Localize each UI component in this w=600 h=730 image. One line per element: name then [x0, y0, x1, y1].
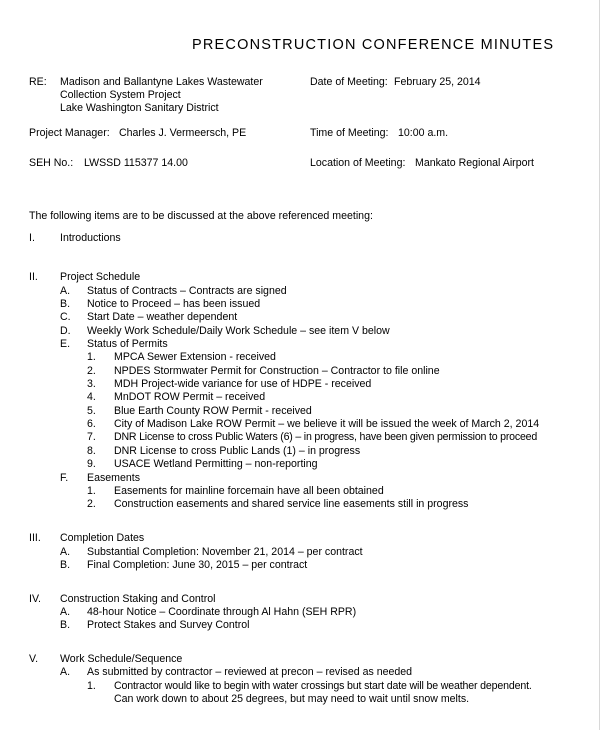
section-number: III.	[29, 532, 41, 544]
section-number: I.	[29, 232, 35, 244]
item-letter: B.	[60, 298, 71, 310]
subitem-continuation: Can work down to about 25 degrees, but may need to wait until snow melts.	[114, 693, 470, 705]
subitem-text: Construction easements and shared service line easements still in progress	[114, 498, 469, 510]
section-title: Construction Staking and Control	[60, 593, 216, 605]
section-number: II.	[29, 271, 38, 283]
intro-text: The following items are to be discussed at the above referenced meeting:	[29, 210, 373, 222]
item-letter: E.	[60, 338, 71, 350]
re-line-3: Lake Washington Sanitary District	[60, 102, 219, 114]
item-letter: A.	[60, 666, 71, 678]
subitem-text: Contractor would like to begin with water crossings but start date will be weather dependent.	[114, 680, 532, 692]
subitem-text: Easements for mainline forcemain have all been obtained	[114, 485, 384, 497]
subitem-number: 1.	[87, 485, 96, 497]
section-number: IV.	[29, 593, 41, 605]
item-text: Final Completion: June 30, 2015 – per contract	[87, 559, 308, 571]
pm-label: Project Manager:	[29, 127, 110, 139]
subitem-text: MDH Project-wide variance for use of HDPE - received	[114, 378, 372, 390]
time-label: Time of Meeting:	[310, 127, 389, 139]
item-letter: A.	[60, 606, 71, 618]
subitem-number: 2.	[87, 365, 96, 377]
item-text: 48-hour Notice – Coordinate through Al Hahn (SEH RPR)	[87, 606, 357, 618]
section-title: Introductions	[60, 232, 121, 244]
item-text: Start Date – weather dependent	[87, 311, 238, 323]
item-letter: D.	[60, 325, 71, 337]
item-text: Status of Contracts – Contracts are signed	[87, 285, 287, 297]
item-text: Weekly Work Schedule/Daily Work Schedule – see item V below	[87, 325, 390, 337]
time-value: 10:00 a.m.	[398, 127, 449, 139]
subitem-number: 9.	[87, 458, 96, 470]
item-text: Status of Permits	[87, 338, 168, 350]
section-title: Work Schedule/Sequence	[60, 653, 183, 665]
seh-label: SEH No.:	[29, 157, 74, 169]
subitem-number: 8.	[87, 445, 96, 457]
date-value: February 25, 2014	[394, 76, 481, 88]
pm-value: Charles J. Vermeersch, PE	[119, 127, 247, 139]
subitem-number: 3.	[87, 378, 96, 390]
subitem-text: DNR License to cross Public Lands (1) – in progress	[114, 445, 361, 457]
subitem-number: 2.	[87, 498, 96, 510]
re-line-1: Madison and Ballantyne Lakes Wastewater	[60, 76, 263, 88]
subitem-text: USACE Wetland Permitting – non-reporting	[114, 458, 318, 470]
subitem-text: NPDES Stormwater Permit for Construction – Contractor to file online	[114, 365, 440, 377]
item-letter: A.	[60, 285, 71, 297]
subitem-text: Blue Earth County ROW Permit - received	[114, 405, 312, 417]
item-text: Protect Stakes and Survey Control	[87, 619, 250, 631]
item-text: Notice to Proceed – has been issued	[87, 298, 261, 310]
seh-value: LWSSD 115377 14.00	[84, 157, 188, 169]
item-letter: B.	[60, 559, 71, 571]
location-value: Mankato Regional Airport	[415, 157, 534, 169]
subitem-number: 4.	[87, 391, 96, 403]
item-text: Substantial Completion: November 21, 2014 – per contract	[87, 546, 363, 558]
item-letter: B.	[60, 619, 71, 631]
item-letter: F.	[60, 472, 69, 484]
item-letter: A.	[60, 546, 71, 558]
section-number: V.	[29, 653, 39, 665]
section-title: Project Schedule	[60, 271, 141, 283]
subitem-text: MPCA Sewer Extension - received	[114, 351, 276, 363]
subitem-text: MnDOT ROW Permit – received	[114, 391, 266, 403]
re-line-2: Collection System Project	[60, 89, 181, 101]
subitem-text: City of Madison Lake ROW Permit – we believe it will be issued the week of March 2, 2014	[114, 418, 540, 430]
subitem-number: 5.	[87, 405, 96, 417]
document-title: PRECONSTRUCTION CONFERENCE MINUTES	[192, 37, 555, 53]
subitem-number: 1.	[87, 680, 96, 692]
date-label: Date of Meeting:	[310, 76, 388, 88]
section-title: Completion Dates	[60, 532, 145, 544]
item-text: Easements	[87, 472, 140, 484]
subitem-number: 1.	[87, 351, 96, 363]
subitem-number: 7.	[87, 431, 96, 443]
location-label: Location of Meeting:	[310, 157, 406, 169]
item-letter: C.	[60, 311, 71, 323]
subitem-text: DNR License to cross Public Waters (6) – in progress, have been given permission to proceed	[114, 431, 538, 443]
subitem-number: 6.	[87, 418, 96, 430]
re-label: RE:	[29, 76, 47, 88]
item-text: As submitted by contractor – reviewed at precon – revised as needed	[87, 666, 413, 678]
